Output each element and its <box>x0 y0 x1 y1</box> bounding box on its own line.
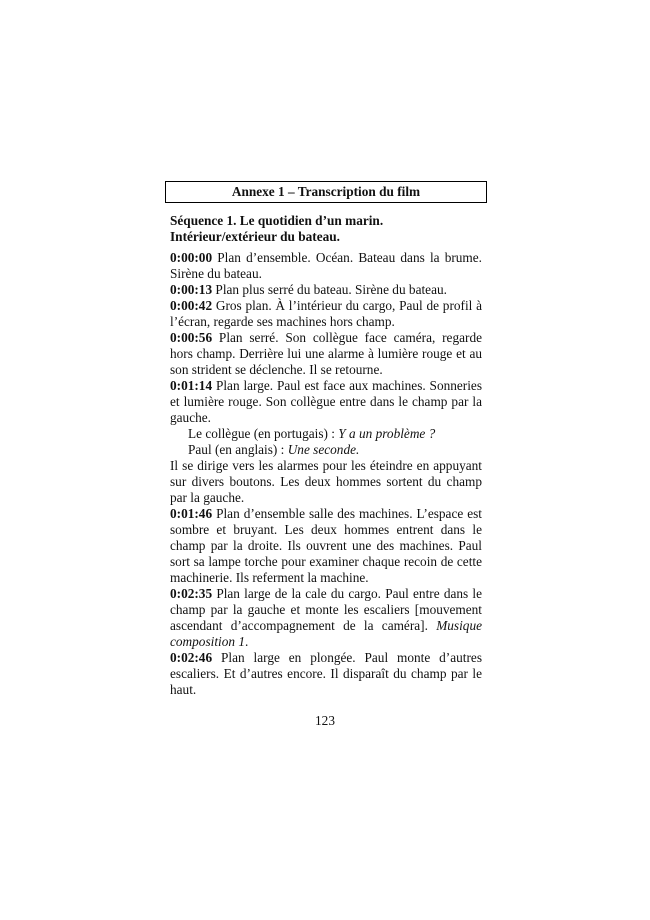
timecode: 0:02:46 <box>170 650 213 665</box>
annex-title: Annexe 1 – Transcription du film <box>165 181 487 203</box>
page-number: 123 <box>315 713 335 728</box>
transcript-entry <box>170 506 482 586</box>
spoken-line: Y a un problème ? <box>338 426 436 441</box>
speaker: Paul (en anglais) : <box>188 442 288 457</box>
sequence-setting: Intérieur/extérieur du bateau. <box>170 229 341 244</box>
entry-text: Plan serré. Son collègue face caméra, regarde hors champ. Derrière lui une alarme à lumière rouge et au son strident se déclenche. Il se retourne. <box>170 330 482 377</box>
music-cue: Musique composition 1 <box>170 618 482 649</box>
transcript-entry <box>170 650 482 698</box>
timecode: 0:01:14 <box>170 378 213 393</box>
speaker: Le collègue (en portugais) : <box>188 426 339 441</box>
timecode: 0:00:56 <box>170 330 213 345</box>
timecode: 0:00:42 <box>170 298 213 313</box>
timecode: 0:02:35 <box>170 586 213 601</box>
sequence-title: Séquence 1. Le quotidien d’un marin. <box>170 213 384 228</box>
transcript-entry <box>170 378 482 426</box>
entry-text: Plan large en plongée. Paul monte d’autres escaliers. Et d’autres encore. Il disparaît du champ par le haut. <box>170 650 482 697</box>
transcription-body <box>170 250 482 698</box>
transcript-entry <box>170 330 482 378</box>
entry-text: Plan large. Paul est face aux machines. Sonneries et lumière rouge. Son collègue entre dans le champ par la gauche. <box>170 378 482 425</box>
timecode: 0:00:13 <box>170 282 213 297</box>
narration-text: Il se dirige vers les alarmes pour les éteindre en appuyant sur divers boutons. Les deux hommes sortent du champ par la gauche. <box>170 458 482 505</box>
entry-text: Plan d’ensemble. Océan. Bateau dans la brume. Sirène du bateau. <box>170 250 482 281</box>
dialogue-line <box>170 426 482 442</box>
sequence-heading <box>170 213 482 245</box>
timecode: 0:00:00 <box>170 250 213 265</box>
entry-text: Plan large de la cale du cargo. Paul entre dans le champ par la gauche et monte les escaliers [mouvement ascendant d’accompagnement de la caméra]. <box>170 586 482 633</box>
spoken-line: Une seconde. <box>287 442 360 457</box>
transcript-entry <box>170 282 482 298</box>
entry-end: . <box>244 634 249 649</box>
entry-text: Gros plan. À l’intérieur du cargo, Paul de profil à l’écran, regarde ses machines hors champ. <box>170 298 482 329</box>
entry-text: Plan d’ensemble salle des machines. L’espace est sombre et bruyant. Les deux hommes entrent dans le champ par la droite. Ils ouvrent une des machines. Paul sort sa lampe torche pour examiner chaque recoin de cette machinerie. Ils referment la machine. <box>170 506 482 585</box>
timecode: 0:01:46 <box>170 506 213 521</box>
transcript-entry <box>170 298 482 330</box>
transcript-entry <box>170 586 482 650</box>
dialogue-line <box>170 442 482 458</box>
transcript-entry <box>170 250 482 282</box>
entry-text: Plan plus serré du bateau. Sirène du bateau. <box>212 282 447 297</box>
